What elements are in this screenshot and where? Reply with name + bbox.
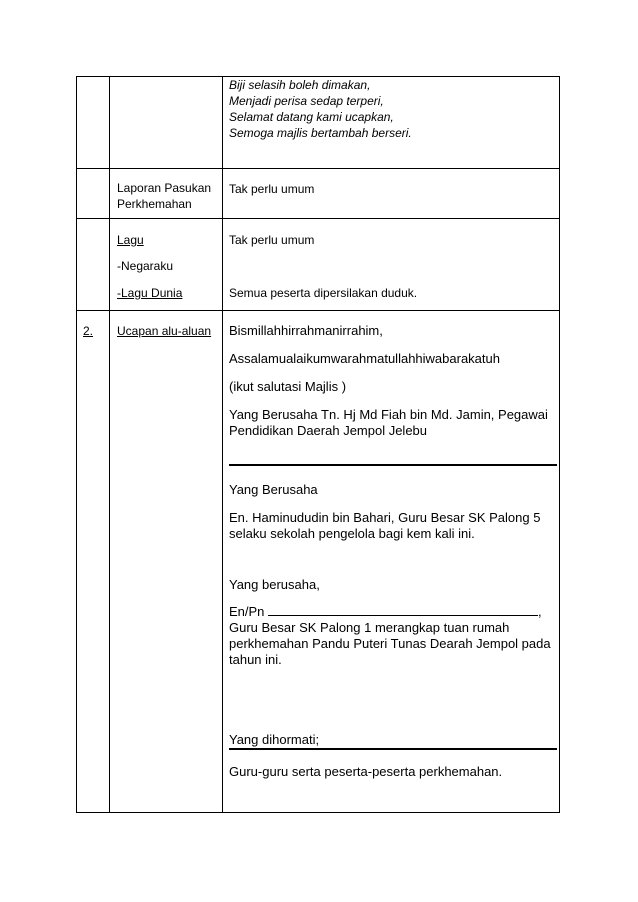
text-opening: Bismillahhirrahmanirrahim,	[229, 323, 383, 338]
enpn-prefix: En/Pn	[229, 604, 265, 619]
program-table	[76, 76, 560, 813]
item-lagu: Lagu	[117, 233, 144, 247]
table-row-laporan	[77, 169, 559, 219]
enpn-line	[229, 604, 542, 620]
table-row-lagu	[77, 219, 559, 311]
item-ucapan: Ucapan alu-aluan	[117, 324, 212, 338]
table-row-pantun	[77, 77, 559, 169]
column-divider	[109, 77, 110, 168]
text-gb1-line-1: En. Haminududin bin Bahari, Guru Besar SK Palong 5	[229, 510, 541, 525]
text-yb-2: Yang berusaha,	[229, 577, 320, 592]
item-lagu-dunia: -Lagu Dunia	[117, 286, 183, 300]
item-negaraku: -Negaraku	[117, 259, 174, 273]
text-yb-1: Yang Berusaha	[229, 482, 318, 497]
text-gb1-line-2: selaku sekolah pengelola bagi kem kali ini.	[229, 526, 475, 541]
text-peserta: Guru-guru serta peserta-peserta perkhemahan.	[229, 764, 503, 779]
column-divider	[222, 77, 223, 168]
pantun-line-2: Menjadi perisa sedap terperi,	[229, 94, 384, 108]
column-divider	[222, 219, 223, 310]
detail-lagu-1: Tak perlu umum	[229, 233, 315, 247]
column-divider	[109, 169, 110, 218]
text-yang-dihormati: Yang dihormati;	[229, 732, 320, 747]
text-ppd-line-2: Pendidikan Daerah Jempol Jelebu	[229, 423, 428, 438]
enpn-suffix: ,	[538, 604, 542, 619]
name-blank-line	[268, 604, 538, 616]
separator-rule	[229, 748, 557, 750]
column-divider	[109, 311, 110, 812]
detail-laporan: Tak perlu umum	[229, 182, 315, 196]
text-gb2-line-3: tahun ini.	[229, 652, 282, 667]
item-laporan-line-1: Laporan Pasukan	[117, 181, 212, 195]
table-row-ucapan	[77, 311, 559, 812]
item-laporan-line-2: Perkhemahan	[117, 197, 192, 211]
column-divider	[109, 219, 110, 310]
pantun-line-3: Selamat datang kami ucapkan,	[229, 110, 394, 124]
pantun-line-1: Biji selasih boleh dimakan,	[229, 78, 371, 92]
text-gb2-line-2: perkhemahan Pandu Puteri Tunas Dearah Jempol pada	[229, 636, 551, 651]
separator-rule	[229, 464, 557, 466]
text-salam: Assalamualaikumwarahmatullahhiwabarakatuh	[229, 351, 500, 366]
text-salutasi: (ikut salutasi Majlis )	[229, 379, 347, 394]
text-gb2-line-1: Guru Besar SK Palong 1 merangkap tuan rumah	[229, 620, 510, 635]
item-number: 2.	[83, 324, 94, 338]
column-divider	[222, 311, 223, 812]
column-divider	[222, 169, 223, 218]
pantun-line-4: Semoga majlis bertambah berseri.	[229, 126, 412, 140]
detail-lagu-2: Semua peserta dipersilakan duduk.	[229, 286, 418, 300]
text-ppd-line-1: Yang Berusaha Tn. Hj Md Fiah bin Md. Jamin, Pegawai	[229, 407, 548, 422]
